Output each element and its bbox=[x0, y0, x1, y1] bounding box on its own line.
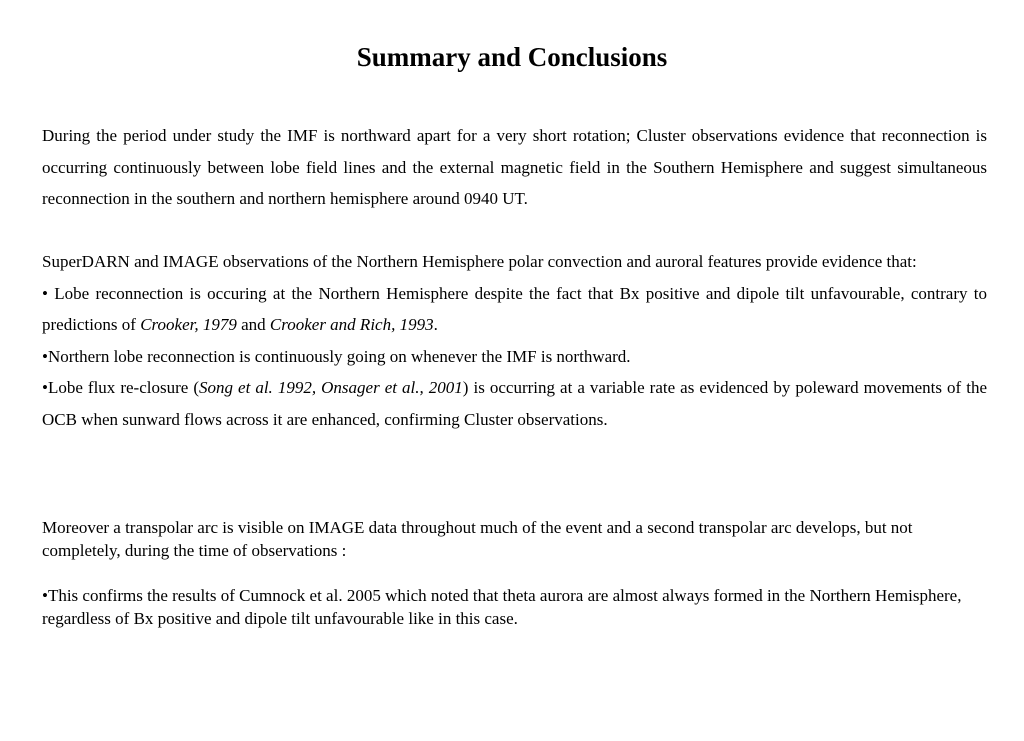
bullet-text: and bbox=[236, 315, 270, 334]
paragraph-text: During the period under study the IMF is northward apart for a very short rotation; Cluster observations evidence that reconnection is occurring continuously between lobe field lines and the external magnetic field in the Southern Hemisphere and suggest simultaneous reconnection in the southern and northern hemisphere around 0940 UT. bbox=[42, 126, 987, 208]
bullet-northern-lobe: •Northern lobe reconnection is continuously going on whenever the IMF is northward. bbox=[42, 346, 631, 366]
paragraph-transpolar-arc bbox=[42, 517, 987, 562]
citation-crooker-rich-1993: Crooker and Rich, 1993 bbox=[269, 315, 434, 334]
paragraph-superdarn-image bbox=[42, 246, 987, 435]
slide-title: Summary and Conclusions bbox=[356, 42, 668, 72]
paragraph-cluster-observations bbox=[42, 120, 987, 215]
bullet-flux-reclosure bbox=[42, 372, 987, 435]
bullet-text: ) is occurring at a variable rate as evidenced by poleward movements of the OCB when sunward flows across it are enhanced, confirming Cluster observations. bbox=[42, 378, 988, 429]
paragraph-text: •This confirms the results of Cumnock et al. 2005 which noted that theta aurora are almost always formed in the Northern Hemisphere, regardless of Bx positive and dipole tilt unfavourable like in this case. bbox=[42, 586, 962, 628]
bullet-text: •Lobe flux re-closure ( bbox=[42, 378, 199, 397]
citation-song-onsager: Song et al. 1992, Onsager et al., 2001 bbox=[199, 378, 463, 397]
paragraph-cumnock-confirmation bbox=[42, 585, 987, 630]
paragraph-text: Moreover a transpolar arc is visible on IMAGE data throughout much of the event and a second transpolar arc develops, but not completely, during the time of observations : bbox=[42, 518, 913, 560]
bullet-text: • Lobe reconnection is occuring at the Northern Hemisphere despite the fact that Bx positive and dipole tilt unfavourable, contrary to predictions of bbox=[42, 283, 987, 334]
paragraph-intro: SuperDARN and IMAGE observations of the Northern Hemisphere polar convection and auroral features provide evidence that: bbox=[42, 252, 917, 271]
citation-crooker-1979: Crooker, 1979 bbox=[140, 315, 237, 334]
bullet-lobe-reconnection bbox=[42, 278, 987, 341]
bullet-text: . bbox=[433, 315, 438, 334]
